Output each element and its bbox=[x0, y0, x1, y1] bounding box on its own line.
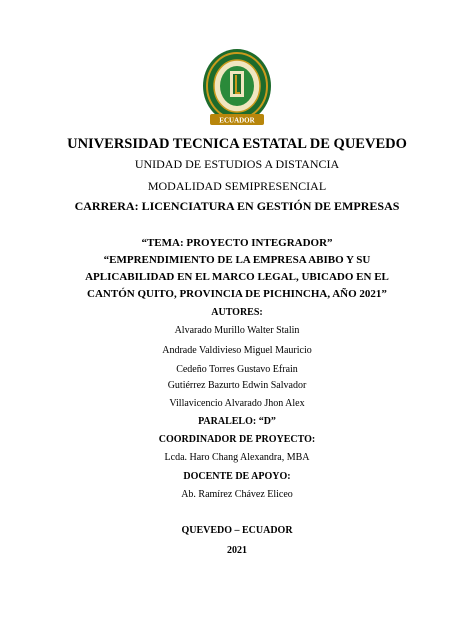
unit-name: UNIDAD DE ESTUDIOS A DISTANCIA bbox=[134, 157, 340, 171]
author-name: Villavicencio Alvarado Jhon Alex bbox=[169, 398, 305, 409]
footer-place: QUEVEDO – ECUADOR bbox=[181, 525, 293, 536]
topic-title-line-2: APLICABILIDAD EN EL MARCO LEGAL, UBICADO EN EL bbox=[85, 271, 389, 283]
author-name: Alvarado Murillo Walter Stalin bbox=[174, 325, 300, 336]
author-name: Cedeño Torres Gustavo Efrain bbox=[176, 364, 298, 375]
author-name: Andrade Valdivieso Miguel Mauricio bbox=[162, 345, 312, 356]
topic-title-line-3: CANTÓN QUITO, PROVINCIA DE PICHINCHA, AÑO 2021” bbox=[87, 288, 387, 300]
seal-banner-text: ECUADOR bbox=[219, 116, 255, 125]
university-name: UNIVERSIDAD TECNICA ESTATAL DE QUEVEDO bbox=[67, 136, 407, 152]
modality: MODALIDAD SEMIPRESENCIAL bbox=[147, 179, 327, 193]
teacher-label: DOCENTE DE APOYO: bbox=[183, 471, 291, 482]
topic-label: “TEMA: PROYECTO INTEGRADOR” bbox=[141, 237, 333, 249]
parallel: PARALELO: “D” bbox=[198, 416, 276, 427]
coordinator-name: Lcda. Haro Chang Alexandra, MBA bbox=[164, 452, 310, 463]
authors-label: AUTORES: bbox=[211, 307, 263, 318]
career: CARRERA: LICENCIATURA EN GESTIÓN DE EMPRESAS bbox=[74, 199, 400, 213]
coordinator-label: COORDINADOR DE PROYECTO: bbox=[158, 434, 316, 445]
author-name: Gutiérrez Bazurto Edwin Salvador bbox=[167, 380, 307, 391]
topic-title-line-1: “EMPRENDIMIENTO DE LA EMPRESA ABIBO Y SU bbox=[103, 254, 371, 266]
footer-year: 2021 bbox=[227, 545, 247, 556]
teacher-name: Ab. Ramírez Chávez Eliceo bbox=[181, 489, 293, 500]
university-seal-logo bbox=[200, 45, 274, 131]
